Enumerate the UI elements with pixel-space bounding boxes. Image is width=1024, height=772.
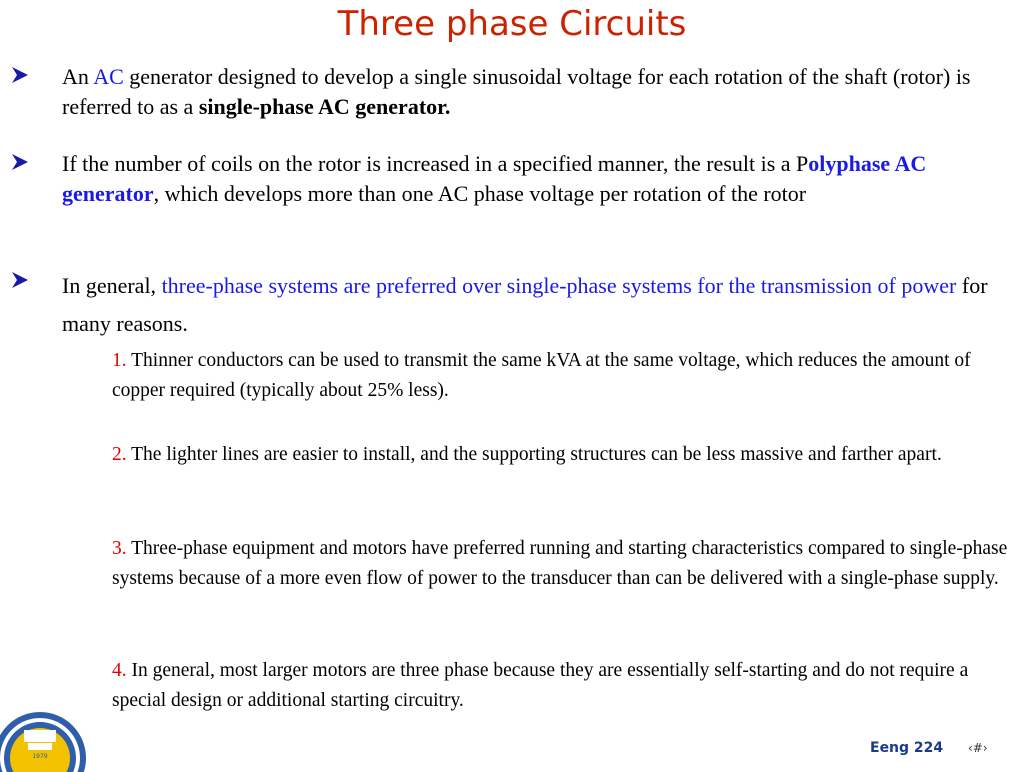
arrow-bullet-icon [10,271,30,289]
arrow-bullet-icon [10,66,30,84]
slide-title: Three phase Circuits [337,4,687,44]
bullet-text-3: In general, three-phase systems are preferred over single-phase systems for the transmission of power for many reasons. [62,273,988,336]
reason-item-4: 4. In general, most larger motors are three phase because they are essentially self-starting and do not require a special design or additional starting circuitry. [112,660,969,711]
reason-item-1: 1. Thinner conductors can be used to transmit the same kVA at the same voltage, which reduces the amount of copper required (typically about 25% less). [112,350,971,401]
footer-page-number: ‹#› [968,741,988,755]
university-seal-logo [0,712,86,772]
bullet-text-1: An AC generator designed to develop a single sinusoidal voltage for each rotation of the shaft (rotor) is referred to as a single-phase AC generator. [62,64,971,119]
reason-item-2: 2. The lighter lines are easier to install, and the supporting structures can be less massive and farther apart. [112,444,942,465]
bullet-text-2: If the number of coils on the rotor is increased in a specified manner, the result is a Polyphase AC generator, which develops more than one AC phase voltage per rotation of the rotor [62,151,927,206]
reason-item-3: 3. Three-phase equipment and motors have preferred running and starting characteristics compared to single-phase systems because of a more even flow of power to the transducer than can be delivered with a single-phase supply. [112,538,1008,589]
footer-course-code: Eeng 224 [870,740,944,756]
arrow-bullet-icon [10,153,30,171]
seal-year: 1979 [32,753,48,760]
